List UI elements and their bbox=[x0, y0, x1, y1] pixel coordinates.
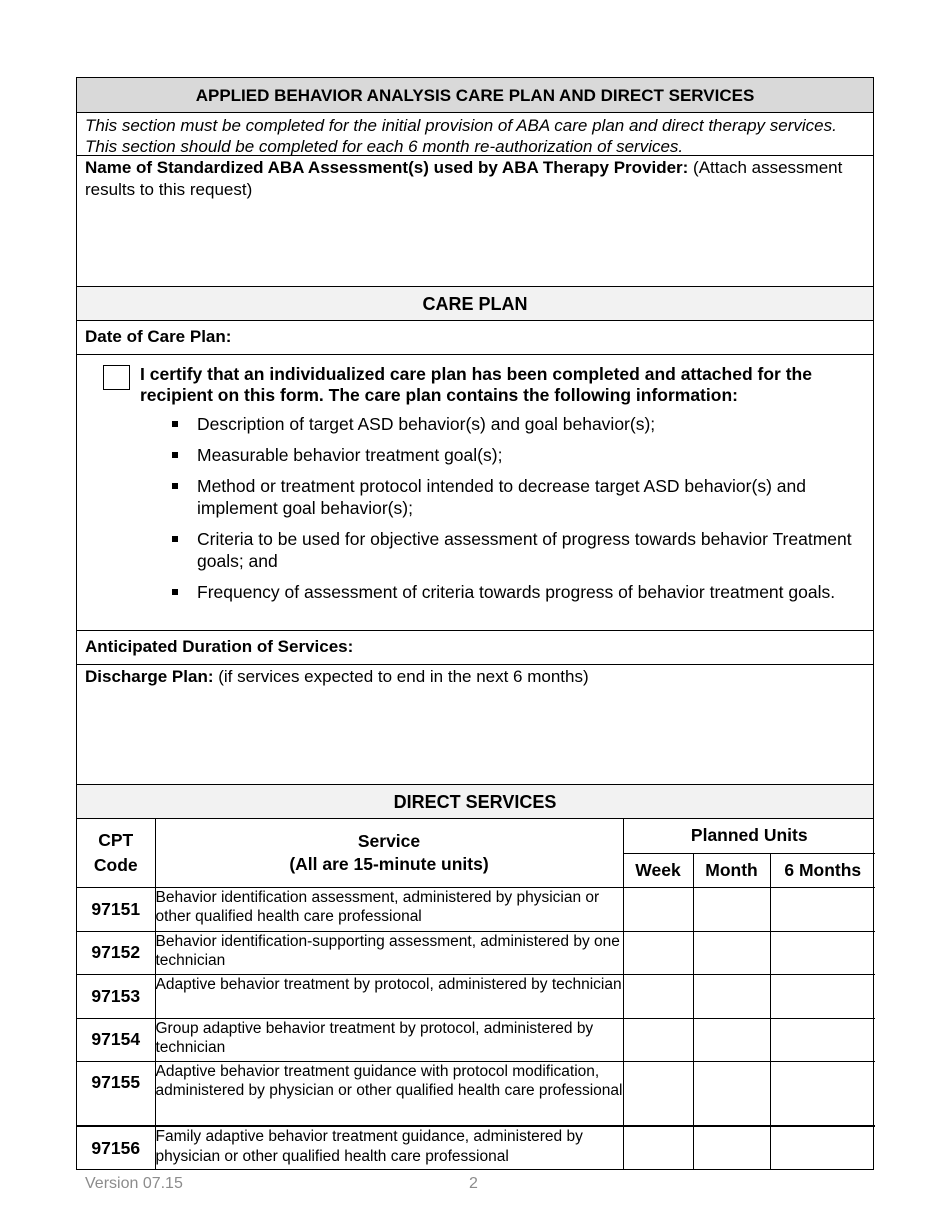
form-title: APPLIED BEHAVIOR ANALYSIS CARE PLAN AND DIRECT SERVICES bbox=[77, 78, 873, 113]
service-description: Family adaptive behavior treatment guidance, administered by physician or other qualified health care professional bbox=[155, 1126, 623, 1169]
list-item: Criteria to be used for objective assessment of progress towards behavior Treatment goals; and bbox=[169, 528, 859, 572]
planned-units-header: Planned Units bbox=[623, 819, 875, 853]
version-label: Version 07.15 bbox=[85, 1175, 183, 1192]
anticipated-duration-field[interactable] bbox=[77, 631, 873, 665]
discharge-note: (if services expected to end in the next 6 months) bbox=[213, 667, 589, 686]
bullet-square-icon bbox=[172, 536, 178, 542]
date-of-care-plan-field[interactable] bbox=[77, 321, 873, 355]
6-months-units-cell[interactable] bbox=[770, 1126, 875, 1169]
month-units-cell[interactable] bbox=[693, 1061, 770, 1126]
week-header: Week bbox=[623, 853, 693, 887]
6-months-units-cell[interactable] bbox=[770, 887, 875, 931]
table-row bbox=[77, 974, 875, 1018]
service-header: Service (All are 15-minute units) bbox=[155, 819, 623, 887]
week-units-cell[interactable] bbox=[623, 1018, 693, 1061]
care-plan-header: CARE PLAN bbox=[77, 287, 873, 321]
list-item: Description of target ASD behavior(s) and goal behavior(s); bbox=[169, 413, 859, 435]
aba-care-plan-form bbox=[76, 77, 874, 1170]
month-header: Month bbox=[693, 853, 770, 887]
page-number: 2 bbox=[469, 1175, 478, 1192]
service-description: Adaptive behavior treatment guidance with protocol modification, administered by physician or other qualified health care professional bbox=[155, 1061, 623, 1126]
table-row bbox=[77, 887, 875, 931]
week-units-cell[interactable] bbox=[623, 887, 693, 931]
direct-services-header: DIRECT SERVICES bbox=[77, 785, 873, 819]
date-label: Date of Care Plan: bbox=[85, 327, 232, 346]
month-units-cell[interactable] bbox=[693, 887, 770, 931]
6-months-units-cell[interactable] bbox=[770, 931, 875, 974]
assessment-label: Name of Standardized ABA Assessment(s) used by ABA Therapy Provider: bbox=[85, 158, 689, 177]
intro-text: This section must be completed for the initial provision of ABA care plan and direct therapy services. This section should be completed for each 6 month re-authorization of services. bbox=[77, 113, 873, 156]
bullet-square-icon bbox=[172, 452, 178, 458]
services-table-wrapper bbox=[77, 819, 873, 1169]
table-row bbox=[77, 931, 875, 974]
discharge-plan-field[interactable] bbox=[77, 665, 873, 785]
certify-text: I certify that an individualized care plan has been completed and attached for the recipient on this form. The care plan contains the following information: bbox=[140, 364, 812, 405]
6-months-units-cell[interactable] bbox=[770, 1061, 875, 1126]
duration-label: Anticipated Duration of Services: bbox=[85, 637, 354, 656]
list-item: Method or treatment protocol intended to decrease target ASD behavior(s) and implement goal behavior(s); bbox=[169, 475, 859, 519]
discharge-label: Discharge Plan: bbox=[85, 667, 214, 686]
bullet-square-icon bbox=[172, 421, 178, 427]
cpt-code: 97155 bbox=[77, 1061, 155, 1126]
service-description: Behavior identification assessment, administered by physician or other qualified health care professional bbox=[155, 887, 623, 931]
cpt-code: 97152 bbox=[77, 931, 155, 974]
6-months-header: 6 Months bbox=[770, 853, 875, 887]
list-item: Frequency of assessment of criteria towards progress of behavior treatment goals. bbox=[169, 581, 859, 603]
service-description: Adaptive behavior treatment by protocol, administered by technician bbox=[155, 974, 623, 1018]
month-units-cell[interactable] bbox=[693, 1018, 770, 1061]
week-units-cell[interactable] bbox=[623, 1126, 693, 1169]
table-row bbox=[77, 1126, 875, 1169]
cpt-code: 97154 bbox=[77, 1018, 155, 1061]
cpt-code: 97151 bbox=[77, 887, 155, 931]
6-months-units-cell[interactable] bbox=[770, 974, 875, 1018]
table-row bbox=[77, 1018, 875, 1061]
care-plan-requirements-list bbox=[169, 413, 859, 612]
week-units-cell[interactable] bbox=[623, 931, 693, 974]
service-description: Behavior identification-supporting assessment, administered by one technician bbox=[155, 931, 623, 974]
month-units-cell[interactable] bbox=[693, 974, 770, 1018]
month-units-cell[interactable] bbox=[693, 931, 770, 974]
service-description: Group adaptive behavior treatment by protocol, administered by technician bbox=[155, 1018, 623, 1061]
cpt-code-header: CPT Code bbox=[77, 819, 155, 887]
week-units-cell[interactable] bbox=[623, 974, 693, 1018]
bullet-square-icon bbox=[172, 483, 178, 489]
cpt-code: 97156 bbox=[77, 1126, 155, 1169]
bullet-square-icon bbox=[172, 589, 178, 595]
week-units-cell[interactable] bbox=[623, 1061, 693, 1126]
assessment-note: (Attach assessment results to this request) bbox=[85, 158, 843, 199]
certify-checkbox[interactable] bbox=[103, 365, 130, 390]
certify-section bbox=[77, 355, 873, 631]
assessment-field[interactable] bbox=[77, 156, 873, 287]
month-units-cell[interactable] bbox=[693, 1126, 770, 1169]
cpt-code: 97153 bbox=[77, 974, 155, 1018]
services-table bbox=[77, 819, 875, 1169]
6-months-units-cell[interactable] bbox=[770, 1018, 875, 1061]
table-row bbox=[77, 1061, 875, 1126]
list-item: Measurable behavior treatment goal(s); bbox=[169, 444, 859, 466]
